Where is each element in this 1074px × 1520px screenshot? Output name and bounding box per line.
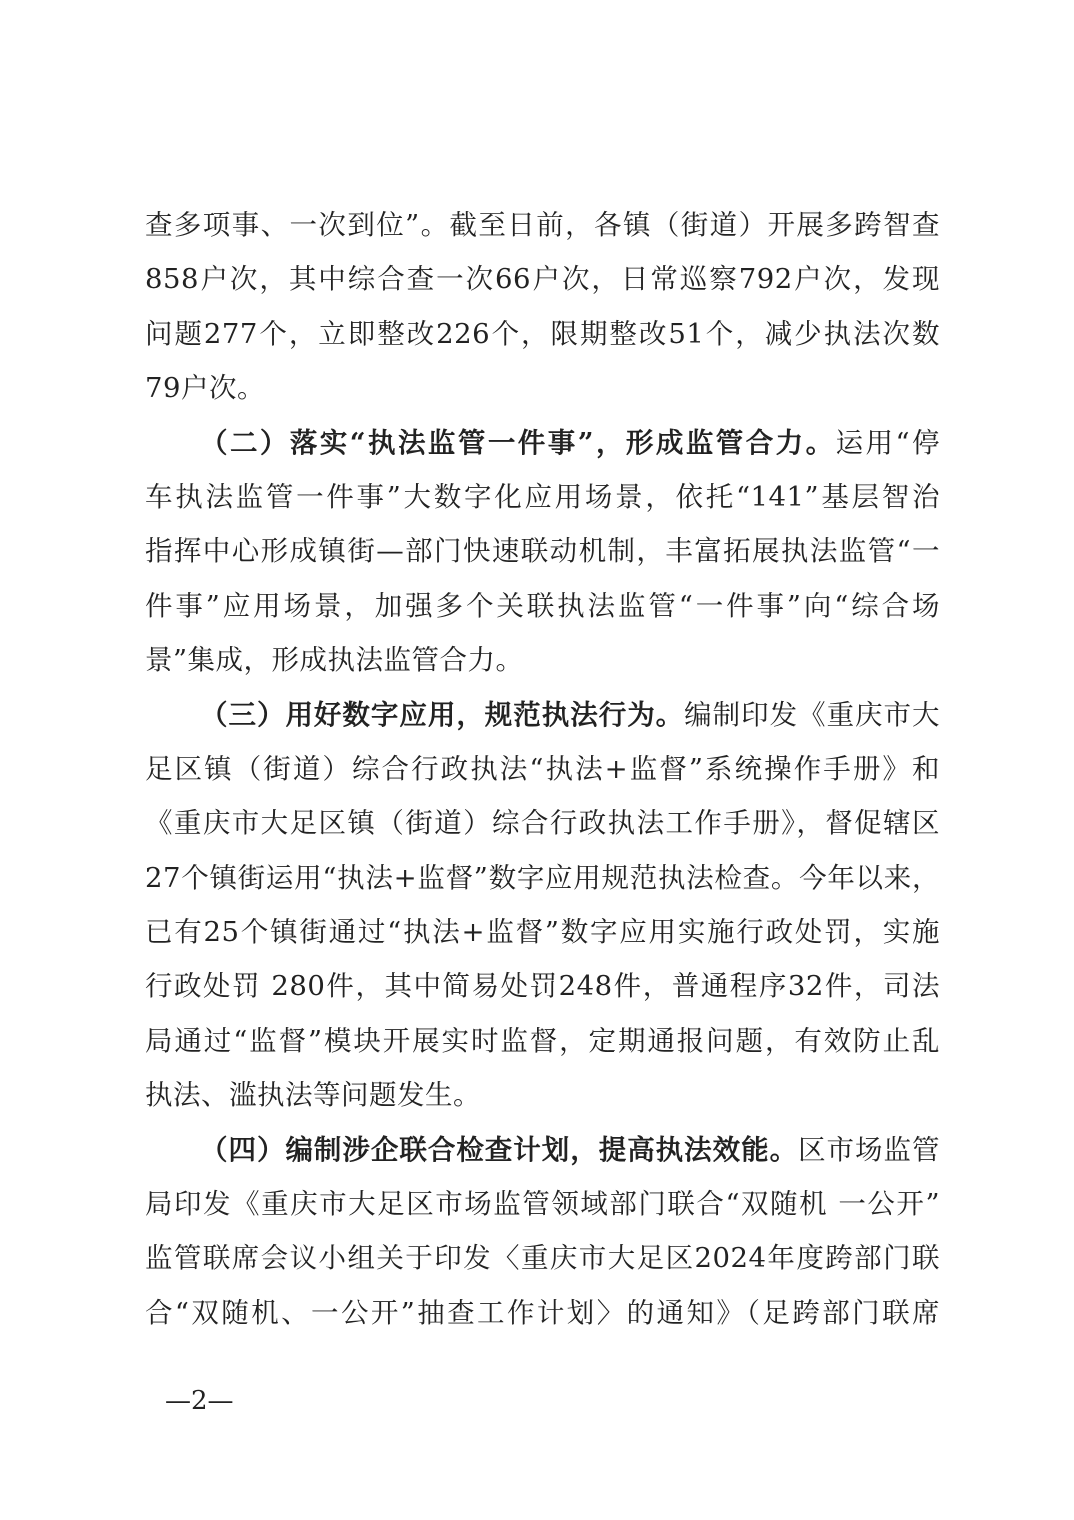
text-line: 执法、滥执法等问题发生。 [145, 1079, 481, 1112]
body-text [145, 198, 940, 1340]
text-line: 景”集成，形成执法监管合力。 [145, 644, 524, 677]
section-heading-3: （三）用好数字应用，规范执法行为。 [200, 698, 685, 731]
text-line: 查多项事、一次到位”。截至日前，各镇（街道）开展多跨智查 [145, 209, 940, 241]
text-line: 《重庆市大足区镇（街道）综合行政执法工作手册》，督促辖区 [145, 807, 940, 840]
text-line: 27个镇街运用“执法+监督”数字应用规范执法检查。今年以来， [145, 861, 940, 894]
text-line: 79户次。 [145, 372, 265, 405]
text-line: 监管联席会议小组关于印发〈重庆市大足区2024年度跨部门联 [145, 1242, 940, 1275]
text-line: 局通过“监督”模块开展实时监督，定期通报问题，有效防止乱 [145, 1024, 940, 1057]
text-line: 指挥中心形成镇街—部门快速联动机制，丰富拓展执法监管“一 [145, 535, 940, 568]
text-line: （二）落实“执法监管一件事”，形成监管合力。运用“停 [200, 426, 940, 459]
text-line: （四）编制涉企联合检查计划，提高执法效能。区市场监管 [200, 1133, 940, 1166]
text-line: 问题277个，立即整改226个，限期整改51个，减少执法次数 [145, 317, 940, 350]
page-number: —2— [165, 1386, 234, 1416]
section-heading-4: （四）编制涉企联合检查计划，提高执法效能。 [200, 1133, 799, 1166]
text-line: 行政处罚 280件，其中简易处罚248件，普通程序32件，司法 [145, 970, 940, 1003]
text-line: 足区镇（街道）综合行政执法“执法+监督”系统操作手册》和 [145, 752, 940, 785]
text-line: 已有25个镇街通过“执法+监督”数字应用实施行政处罚，实施 [145, 916, 940, 949]
section-heading-2: （二）落实“执法监管一件事”，形成监管合力。 [200, 426, 836, 459]
text-line: 件事”应用场景，加强多个关联执法监管“一件事”向“综合场 [145, 589, 940, 622]
text-line: （三）用好数字应用，规范执法行为。编制印发《重庆市大 [200, 698, 941, 731]
text-line: 858户次，其中综合查一次66户次，日常巡察792户次，发现 [145, 263, 940, 296]
text-line: 车执法监管一件事”大数字化应用场景，依托“141”基层智治 [145, 480, 940, 513]
text-line: 合“双随机、一公开”抽查工作计划〉的通知》（足跨部门联席 [145, 1296, 940, 1329]
text-line: 局印发《重庆市大足区市场监管领域部门联合“双随机 一公开” [145, 1188, 940, 1221]
